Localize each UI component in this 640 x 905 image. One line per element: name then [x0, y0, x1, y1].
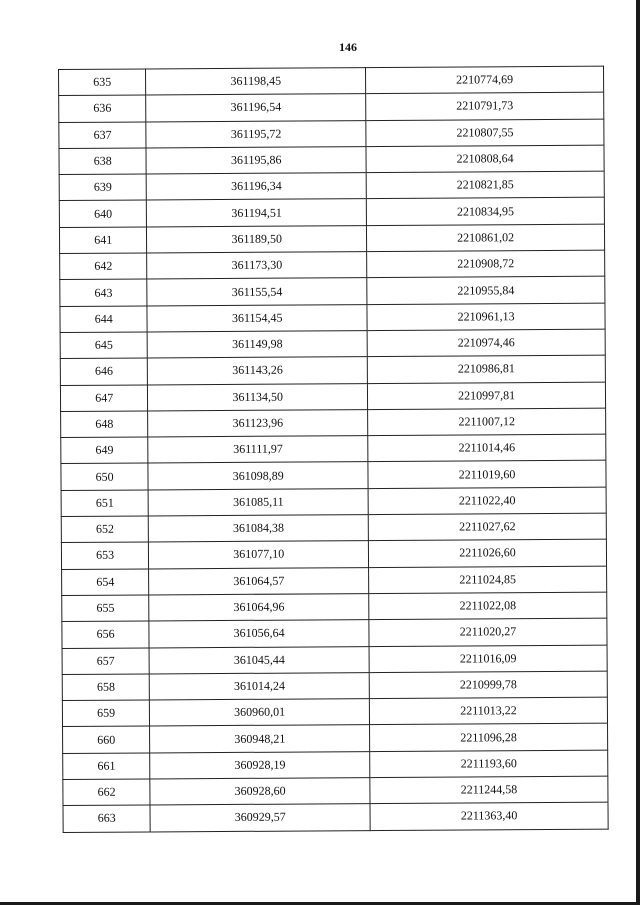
x-coordinate-cell: 361056,64: [149, 620, 369, 648]
table-row: [59, 198, 604, 228]
point-number-cell: 657: [62, 647, 149, 674]
x-coordinate-cell: 361045,44: [149, 646, 369, 674]
point-number-cell: 639: [59, 174, 146, 201]
coordinates-table-body: [59, 66, 609, 832]
y-coordinate-cell: 2210834,95: [366, 198, 604, 226]
y-coordinate-cell: 2211019,60: [368, 461, 606, 489]
point-number-cell: 647: [60, 385, 147, 412]
table-row: [62, 592, 607, 622]
point-number-cell: 637: [59, 122, 146, 149]
y-coordinate-cell: 2210997,81: [368, 382, 606, 410]
x-coordinate-cell: 361154,45: [147, 304, 367, 332]
table-row: [63, 750, 608, 780]
y-coordinate-cell: 2211014,46: [368, 434, 606, 462]
point-number-cell: 660: [63, 726, 150, 753]
y-coordinate-cell: 2210908,72: [367, 250, 605, 278]
table-row: [63, 724, 608, 754]
y-coordinate-cell: 2210807,55: [366, 119, 604, 147]
point-number-cell: 649: [61, 437, 148, 464]
y-coordinate-cell: 2211096,28: [370, 724, 608, 752]
x-coordinate-cell: 361084,38: [149, 515, 369, 543]
y-coordinate-cell: 2211027,62: [368, 513, 606, 541]
y-coordinate-cell: 2210999,78: [369, 671, 607, 699]
point-number-cell: 656: [62, 621, 149, 648]
point-number-cell: 655: [62, 595, 149, 622]
y-coordinate-cell: 2210808,64: [366, 145, 604, 173]
table-row: [59, 224, 604, 254]
coordinates-table: [58, 66, 609, 833]
point-number-cell: 640: [59, 200, 146, 227]
x-coordinate-cell: 361195,86: [146, 147, 366, 175]
y-coordinate-cell: 2211026,60: [368, 540, 606, 568]
point-number-cell: 646: [60, 358, 147, 385]
table-row: [62, 697, 607, 727]
y-coordinate-cell: 2211244,58: [370, 776, 608, 804]
table-row: [59, 92, 604, 122]
table-row: [62, 645, 607, 675]
x-coordinate-cell: 361143,26: [148, 357, 368, 385]
y-coordinate-cell: 2210861,02: [367, 224, 605, 252]
x-coordinate-cell: 361123,96: [148, 409, 368, 437]
table-row: [61, 408, 606, 438]
point-number-cell: 638: [59, 148, 146, 175]
x-coordinate-cell: 361173,30: [147, 252, 367, 280]
table-row: [62, 671, 607, 701]
x-coordinate-cell: 360929,57: [150, 804, 370, 832]
x-coordinate-cell: 361189,50: [147, 225, 367, 253]
table-row: [59, 119, 604, 149]
table-row: [59, 145, 604, 175]
y-coordinate-cell: 2210955,84: [367, 277, 605, 305]
table-row: [60, 355, 605, 385]
table-row: [63, 776, 608, 806]
x-coordinate-cell: 361195,72: [146, 120, 366, 148]
table-row: [61, 434, 606, 464]
point-number-cell: 642: [60, 253, 147, 280]
table-row: [61, 513, 606, 543]
point-number-cell: 661: [63, 753, 150, 780]
table-row: [60, 250, 605, 280]
table-row: [61, 487, 606, 517]
point-number-cell: 654: [62, 569, 149, 596]
x-coordinate-cell: 360948,21: [150, 725, 370, 753]
x-coordinate-cell: 361077,10: [149, 541, 369, 569]
point-number-cell: 662: [63, 779, 150, 806]
point-number-cell: 659: [62, 700, 149, 727]
x-coordinate-cell: 361085,11: [148, 488, 368, 516]
point-number-cell: 651: [61, 490, 148, 517]
y-coordinate-cell: 2211022,08: [369, 592, 607, 620]
table-row: [60, 329, 605, 359]
x-coordinate-cell: 361155,54: [147, 278, 367, 306]
x-coordinate-cell: 361014,24: [150, 672, 370, 700]
y-coordinate-cell: 2211013,22: [369, 697, 607, 725]
page-number: 146: [339, 40, 357, 54]
table-row: [62, 566, 607, 596]
table-row: [60, 382, 605, 412]
point-number-cell: 652: [61, 516, 148, 543]
point-number-cell: 645: [60, 332, 147, 359]
x-coordinate-cell: 361149,98: [147, 331, 367, 359]
table-row: [61, 540, 606, 570]
table-row: [61, 461, 606, 491]
y-coordinate-cell: 2210961,13: [367, 303, 605, 331]
point-number-cell: 644: [60, 306, 147, 333]
y-coordinate-cell: 2211193,60: [370, 750, 608, 778]
point-number-cell: 643: [60, 279, 147, 306]
point-number-cell: 650: [61, 463, 148, 490]
y-coordinate-cell: 2210986,81: [367, 355, 605, 383]
y-coordinate-cell: 2210821,85: [366, 171, 604, 199]
y-coordinate-cell: 2210774,69: [366, 66, 604, 94]
x-coordinate-cell: 360928,19: [150, 751, 370, 779]
table-row: [62, 618, 607, 648]
x-coordinate-cell: 361064,96: [149, 594, 369, 622]
point-number-cell: 636: [59, 95, 146, 122]
y-coordinate-cell: 2210791,73: [366, 92, 604, 120]
table-row: [60, 303, 605, 333]
y-coordinate-cell: 2211016,09: [369, 645, 607, 673]
x-coordinate-cell: 361098,89: [148, 462, 368, 490]
y-coordinate-cell: 2211022,40: [368, 487, 606, 515]
x-coordinate-cell: 361064,57: [149, 567, 369, 595]
table-row: [63, 802, 608, 832]
x-coordinate-cell: 361111,97: [148, 436, 368, 464]
table-row: [59, 66, 604, 96]
point-number-cell: 653: [61, 542, 148, 569]
x-coordinate-cell: 361196,54: [146, 94, 366, 122]
y-coordinate-cell: 2211363,40: [370, 802, 608, 830]
scan-edge-right: [636, 0, 640, 905]
point-number-cell: 658: [62, 674, 149, 701]
y-coordinate-cell: 2211020,27: [369, 618, 607, 646]
point-number-cell: 635: [59, 69, 146, 96]
x-coordinate-cell: 360960,01: [150, 699, 370, 727]
x-coordinate-cell: 361198,45: [146, 68, 366, 96]
point-number-cell: 648: [61, 411, 148, 438]
y-coordinate-cell: 2211024,85: [369, 566, 607, 594]
y-coordinate-cell: 2210974,46: [367, 329, 605, 357]
x-coordinate-cell: 361196,34: [146, 173, 366, 201]
y-coordinate-cell: 2211007,12: [368, 408, 606, 436]
x-coordinate-cell: 361194,51: [147, 199, 367, 227]
table-row: [59, 171, 604, 201]
point-number-cell: 641: [59, 227, 146, 254]
table-row: [60, 277, 605, 307]
x-coordinate-cell: 360928,60: [150, 778, 370, 806]
point-number-cell: 663: [63, 805, 150, 832]
x-coordinate-cell: 361134,50: [148, 383, 368, 411]
